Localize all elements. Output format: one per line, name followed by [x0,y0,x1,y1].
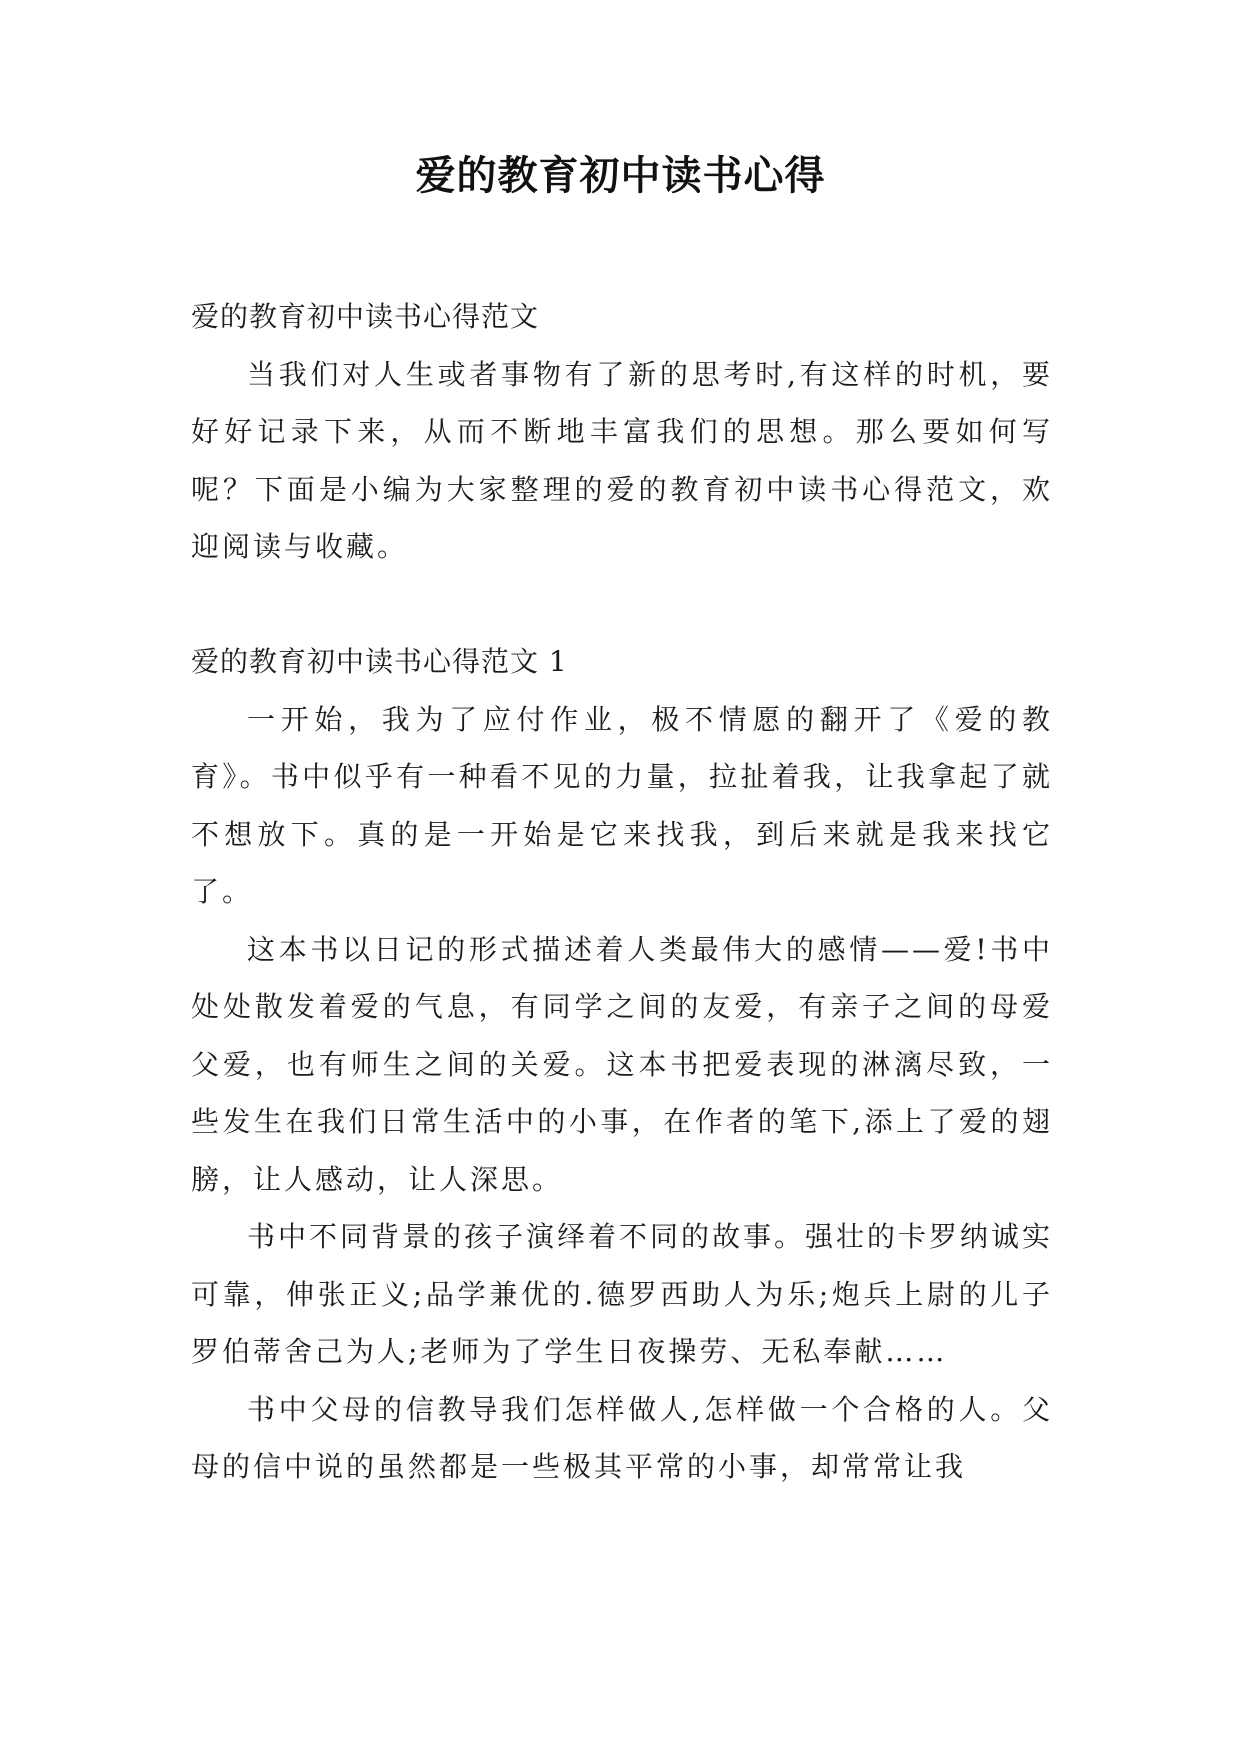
section-heading: 爱的教育初中读书心得范文 1 [191,645,568,678]
section-spacer [191,576,1053,634]
page-title: 爱的教育初中读书心得 [415,153,826,199]
paragraph: 一开始，我为了应付作业，极不情愿的翻开了《爱的教育》。书中似乎有一种看不见的力量，拉扯着我，让我拿起了就不想放下。真的是一开始是它来找我，到后来就是我来找它了。 [191,702,1053,908]
document-body [191,288,1053,1496]
section-heading: 爱的教育初中读书心得范文 [191,300,540,333]
paragraph: 当我们对人生或者事物有了新的思考时,有这样的时机，要好好记录下来，从而不断地丰富我们的思想。那么要如何写呢？下面是小编为大家整理的爱的教育初中读书心得范文，欢迎阅读与收藏。 [191,357,1053,563]
paragraph: 书中父母的信教导我们怎样做人,怎样做一个合格的人。父母的信中说的虽然都是一些极其平常的小事，却常常让我 [191,1392,1053,1483]
paragraph: 这本书以日记的形式描述着人类最伟大的感情——爱!书中处处散发着爱的气息，有同学之间的友爱，有亲子之间的母爱父爱，也有师生之间的关爱。这本书把爱表现的淋漓尽致，一些发生在我们日常生活中的小事，在作者的笔下,添上了爱的翅膀，让人感动，让人深思。 [191,932,1053,1196]
paragraph: 书中不同背景的孩子演绎着不同的故事。强壮的卡罗纳诚实可靠，伸张正义;品学兼优的.德罗西助人为乐;炮兵上尉的儿子罗伯蒂舍己为人;老师为了学生日夜操劳、无私奉献…… [191,1220,1054,1368]
